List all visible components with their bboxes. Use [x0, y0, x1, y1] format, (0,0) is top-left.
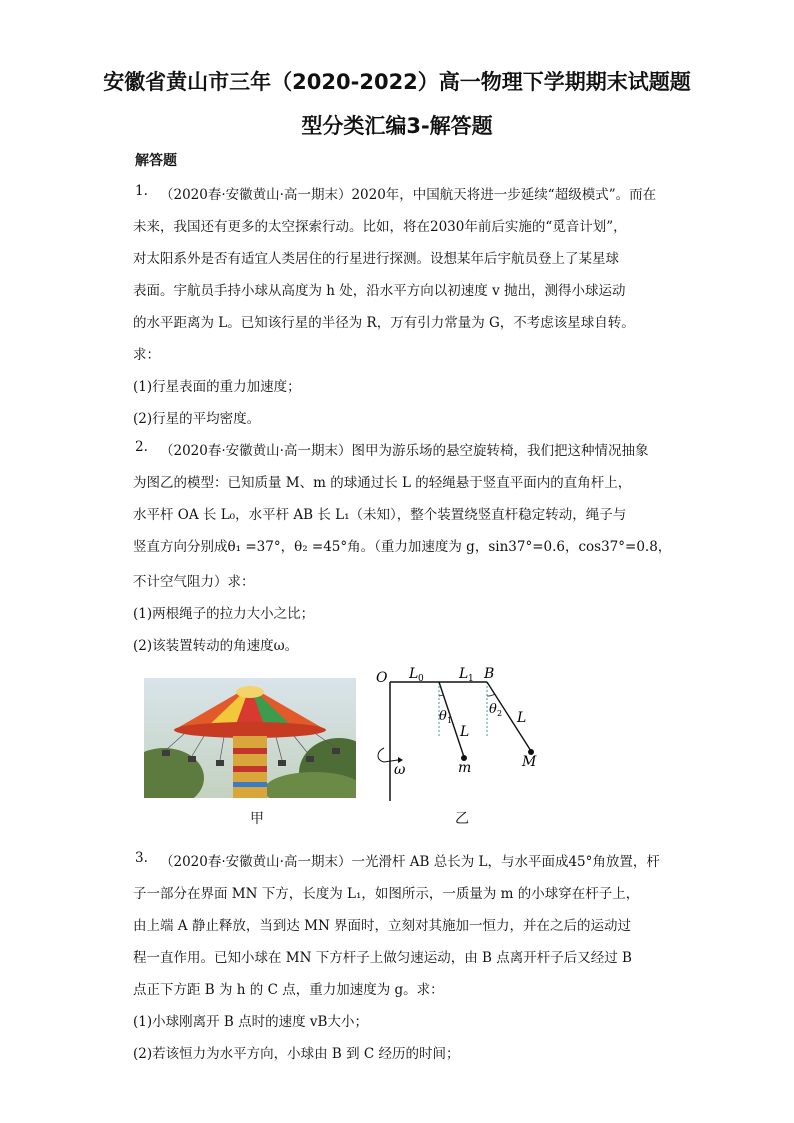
question-number: 3. — [135, 850, 148, 866]
question-text-line: 程一直作用。已知小球在 MN 下方杆子上做匀速运动，由 B 点离开杆子后又经过 B — [133, 950, 632, 966]
question-text-line: 未来，我国还有更多的太空探索行动。比如，将在2030年前后实施的“觅音计划”， — [133, 219, 627, 235]
pendulum-diagram — [372, 660, 572, 805]
label-O: O — [376, 670, 388, 686]
label-L0: L — [409, 666, 419, 682]
section-heading: 解答题 — [135, 153, 177, 169]
label-L1: L — [459, 666, 469, 682]
label-theta1-subscript: 1 — [447, 716, 453, 725]
question-text-line: 水平杆 OA 长 L₀，水平杆 AB 长 L₁（未知），整个装置绕竖直杆稳定转动，绳子与 — [133, 507, 627, 523]
question-text-line: （2020春·安徽黄山·高一期末）2020年，中国航天将进一步延续“超级模式”。而在 — [160, 187, 657, 203]
sub-question: (2)行星的平均密度。 — [133, 411, 261, 427]
sub-question: (1)两根绳子的拉力大小之比； — [133, 606, 315, 622]
question-text-line: 子一部分在界面 MN 下方，长度为 L₁，如图所示，一质量为 m 的小球穿在杆子上， — [133, 886, 640, 902]
sub-question: (1)小球刚离开 B 点时的速度 vB大小； — [133, 1014, 368, 1030]
label-rope-length-1: L — [460, 724, 470, 740]
question-text-line: 对太阳系外是否有适宜人类居住的行星进行探测。设想某年后宇航员登上了某星球 — [133, 251, 619, 267]
question-text-line: 点正下方距 B 为 h 的 C 点，重力加速度为 g。求： — [133, 982, 444, 998]
label-omega: ω — [394, 762, 406, 778]
label-theta2: θ — [489, 702, 497, 717]
label-m: m — [458, 760, 472, 776]
label-rope-length-2: L — [517, 710, 527, 726]
sub-question: (2)该装置转动的角速度ω。 — [133, 638, 299, 654]
label-theta2-subscript: 2 — [497, 709, 503, 718]
question-text-line: （2020春·安徽黄山·高一期末）图甲为游乐场的悬空旋转椅，我们把这种情况抽象 — [160, 443, 649, 459]
label-M: M — [522, 754, 537, 770]
question-number: 2. — [135, 439, 148, 455]
label-B: B — [484, 666, 495, 682]
question-text-line: 竖直方向分别成θ₁ =37°，θ₂ =45°角。（重力加速度为 g，sin37°=0.6，cos37°=0.8， — [133, 539, 672, 555]
question-text-line: 为图乙的模型：已知质量 M、m 的球通过长 L 的轻绳悬于竖直平面内的直角杆上， — [133, 475, 632, 491]
label-L0-subscript: 0 — [418, 674, 424, 684]
label-L1-subscript: 1 — [468, 674, 474, 684]
question-text-line: 求： — [133, 347, 160, 363]
figure-caption-jia: 甲 — [250, 811, 264, 827]
document-title-line1: 安徽省黄山市三年（2020-2022）高一物理下学期期末试题题 — [103, 70, 691, 94]
label-theta1: θ — [439, 709, 447, 724]
question-text-line: 不计空气阻力）求： — [133, 574, 255, 590]
figure-caption-yi: 乙 — [455, 811, 469, 827]
swing-ride-photo — [144, 678, 356, 798]
sub-question: (2)若该恒力为水平方向，小球由 B 到 C 经历的时间； — [133, 1046, 460, 1062]
question-text-line: （2020春·安徽黄山·高一期末）一光滑杆 AB 总长为 L，与水平面成45°角放置，杆 — [160, 854, 660, 870]
question-text-line: 的水平距离为 L。已知该行星的半径为 R，万有引力常量为 G，不考虑该星球自转。 — [133, 315, 635, 331]
question-number: 1. — [135, 183, 148, 199]
question-text-line: 表面。宇航员手持小球从高度为 h 处，沿水平方向以初速度 v 抛出，测得小球运动 — [133, 283, 626, 299]
sub-question: (1)行星表面的重力加速度； — [133, 379, 301, 395]
question-text-line: 由上端 A 静止释放，当到达 MN 界面时，立刻对其施加一恒力，并在之后的运动过 — [133, 918, 632, 934]
document-title-line2: 型分类汇编3-解答题 — [301, 114, 493, 138]
rotation-arrow — [378, 748, 398, 762]
